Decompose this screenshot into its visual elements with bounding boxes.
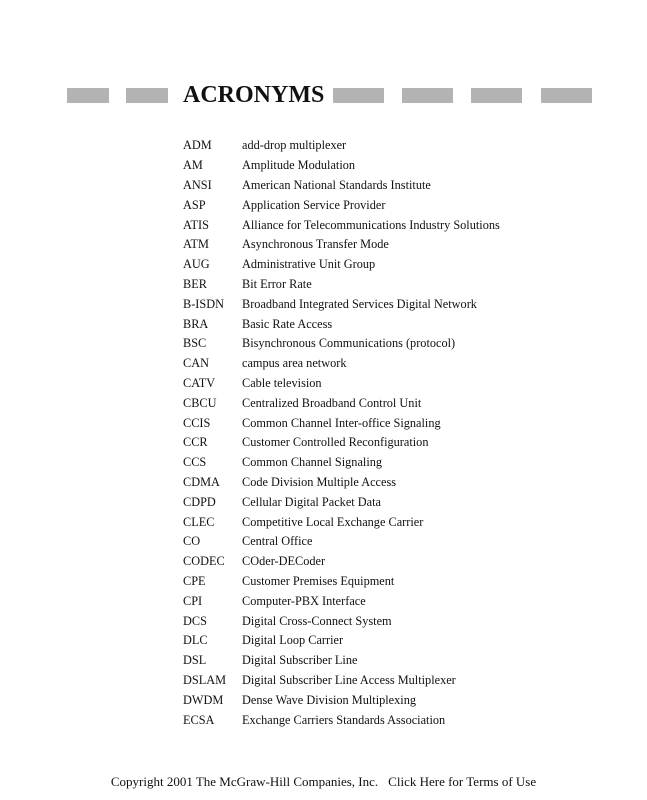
page-title: ACRONYMS: [183, 82, 325, 108]
acronym-definition: Cable television: [242, 375, 322, 390]
acronym-row: [183, 473, 603, 493]
header-bar-right-4: [541, 88, 592, 103]
acronym-row: [183, 314, 603, 334]
acronym-definition: Dense Wave Division Multiplexing: [242, 692, 416, 707]
acronym-row: [183, 156, 603, 176]
acronym-abbreviation: ASP: [183, 197, 206, 212]
acronym-abbreviation: DWDM: [183, 692, 224, 707]
acronym-abbreviation: DSLAM: [183, 672, 227, 687]
acronym-definition: Competitive Local Exchange Carrier: [242, 514, 424, 529]
acronym-row: [183, 572, 603, 592]
acronym-abbreviation: CAN: [183, 356, 209, 371]
acronym-definition: Centralized Broadband Control Unit: [242, 395, 422, 410]
acronym-definition: Code Division Multiple Access: [242, 474, 397, 489]
acronym-row: [183, 136, 603, 156]
acronym-definition: Common Channel Inter-office Signaling: [242, 415, 441, 430]
acronym-definition: Amplitude Modulation: [242, 158, 356, 173]
acronym-definition: Central Office: [242, 534, 313, 549]
acronym-abbreviation: CCIS: [183, 415, 211, 430]
acronym-definition: Digital Cross-Connect System: [242, 613, 392, 628]
acronym-row: [183, 354, 603, 374]
acronym-definition: add-drop multiplexer: [242, 138, 347, 153]
acronym-row: [183, 374, 603, 394]
header-bar-right-1: [333, 88, 384, 103]
acronym-abbreviation: CATV: [183, 375, 216, 390]
header-bar-right-3: [471, 88, 522, 103]
acronym-row: [183, 433, 603, 453]
copyright-text: Copyright 2001 The McGraw-Hill Companies, Inc.: [110, 774, 379, 789]
acronym-row: [183, 413, 603, 433]
acronym-abbreviation: CPE: [183, 573, 206, 588]
acronym-definition: Asynchronous Transfer Mode: [242, 237, 389, 252]
acronym-abbreviation: CCS: [183, 455, 207, 470]
acronym-definition: Computer-PBX Interface: [242, 593, 366, 608]
acronym-abbreviation: AM: [183, 158, 203, 173]
header-bar-right-2: [402, 88, 453, 103]
acronym-row: [183, 215, 603, 235]
acronym-definition: Bit Error Rate: [242, 276, 312, 291]
acronym-definition: Basic Rate Access: [242, 316, 333, 331]
acronym-abbreviation: CCR: [183, 435, 208, 450]
acronym-definition: Broadband Integrated Services Digital Network: [242, 296, 477, 311]
acronym-row: [183, 393, 603, 413]
acronym-row: [183, 294, 603, 314]
acronym-abbreviation: DLC: [183, 633, 208, 648]
acronym-row: [183, 591, 603, 611]
acronym-row: [183, 334, 603, 354]
acronym-definition: Cellular Digital Packet Data: [242, 494, 381, 509]
acronym-row: [183, 611, 603, 631]
footer: [0, 774, 647, 790]
acronym-abbreviation: CDMA: [183, 474, 220, 489]
acronym-abbreviation: BRA: [183, 316, 209, 331]
acronym-definition: Application Service Provider: [242, 197, 386, 212]
acronym-row: [183, 176, 603, 196]
acronym-row: [183, 453, 603, 473]
acronym-row: [183, 710, 603, 730]
acronym-abbreviation: AUG: [183, 257, 210, 272]
acronym-abbreviation: CDPD: [183, 494, 216, 509]
acronym-definition: Customer Premises Equipment: [242, 573, 395, 588]
terms-of-use-link[interactable]: Click Here for Terms of Use: [388, 774, 537, 789]
acronym-definition: Bisynchronous Communications (protocol): [242, 336, 456, 351]
acronym-definition: campus area network: [242, 356, 347, 371]
acronym-abbreviation: ANSI: [183, 177, 212, 192]
acronym-definition: Common Channel Signaling: [242, 455, 383, 470]
acronym-row: [183, 195, 603, 215]
acronym-abbreviation: CO: [183, 534, 201, 549]
acronym-abbreviation: BSC: [183, 336, 207, 351]
acronym-row: [183, 690, 603, 710]
acronym-abbreviation: B-ISDN: [183, 296, 224, 311]
acronym-row: [183, 671, 603, 691]
header-bar-left-2: [126, 88, 168, 103]
acronym-row: [183, 512, 603, 532]
acronym-definition: Digital Subscriber Line: [242, 653, 358, 668]
acronym-abbreviation: ECSA: [183, 712, 215, 727]
acronym-definition: COder-DECoder: [242, 554, 326, 569]
acronym-abbreviation: CBCU: [183, 395, 217, 410]
acronym-abbreviation: BER: [183, 276, 207, 291]
acronym-row: [183, 631, 603, 651]
acronym-definition: Digital Loop Carrier: [242, 633, 344, 648]
acronym-row: [183, 532, 603, 552]
acronym-row: [183, 552, 603, 572]
acronym-row: [183, 235, 603, 255]
acronym-row: [183, 492, 603, 512]
acronym-abbreviation: CODEC: [183, 554, 225, 569]
acronym-row: [183, 255, 603, 275]
acronym-definition: Customer Controlled Reconfiguration: [242, 435, 429, 450]
acronym-abbreviation: CPI: [183, 593, 203, 608]
acronym-abbreviation: ATM: [183, 237, 209, 252]
acronym-abbreviation: CLEC: [183, 514, 215, 529]
acronym-list: [183, 136, 603, 730]
acronym-definition: Exchange Carriers Standards Association: [242, 712, 446, 727]
acronym-row: [183, 275, 603, 295]
acronym-definition: American National Standards Institute: [242, 177, 431, 192]
acronym-row: [183, 651, 603, 671]
acronym-abbreviation: ATIS: [183, 217, 209, 232]
acronym-definition: Administrative Unit Group: [242, 257, 376, 272]
acronym-definition: Digital Subscriber Line Access Multiplexer: [242, 672, 456, 687]
acronym-abbreviation: DSL: [183, 653, 207, 668]
acronym-abbreviation: ADM: [183, 138, 212, 153]
acronym-abbreviation: DCS: [183, 613, 207, 628]
header-bar-left-1: [67, 88, 109, 103]
acronym-definition: Alliance for Telecommunications Industry Solutions: [242, 217, 500, 232]
